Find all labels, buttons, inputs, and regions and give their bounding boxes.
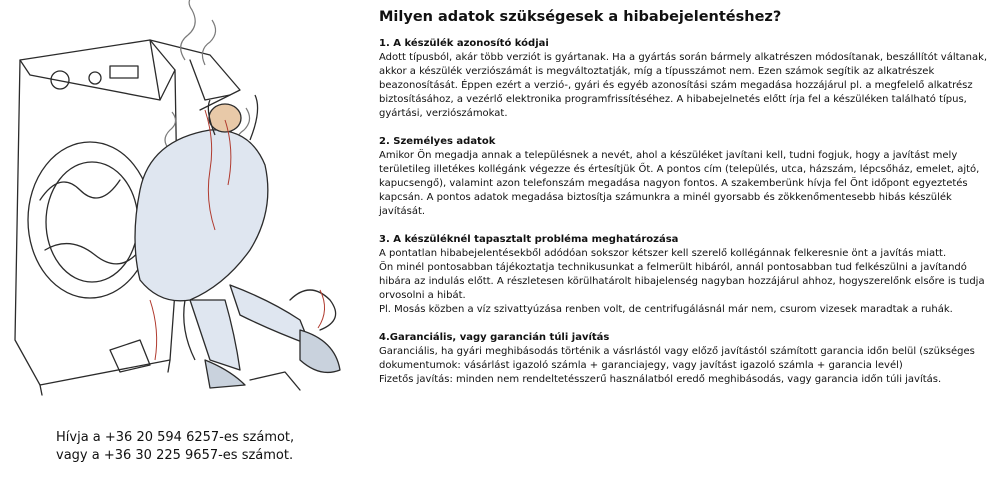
section-heading: 2. Személyes adatok	[379, 136, 496, 147]
section-paragraph: Garanciális, ha gyári meghibásodás történik a vásrlástól vagy előző javítástól számított garancia időn belül (szükséges dokumentumok: vásárlást igazoló számla + garanciajegy, vagy javítást igazoló számla + garancia levél)	[379, 346, 975, 371]
technician-figure	[135, 95, 340, 388]
section-paragraph: Fizetős javítás: minden nem rendeltetésszerű használatból eredő meghibásodás, vagy garancia időn túli javítás.	[379, 374, 942, 385]
washing-machine-drawing	[0, 0, 360, 400]
section-heading: 3. A készüléknél tapasztalt probléma meghatározása	[379, 234, 679, 245]
section-personal-data	[379, 135, 999, 219]
section-problem-description	[379, 233, 999, 317]
technician-washing-machine-illustration	[0, 0, 360, 400]
section-paragraph: Adott típusból, akár több verziót is gyártanak. Ha a gyártás során bármely alkatrészen módosítanak, beszállítót váltanak, akkor a készülék verziószámát is megváltoztatják, míg a típusszámot nem. Ezen számok segítik az alkatrészek beazonosítását. Éppen ezért a verzió-, gyári és egyéb azonosítási szám megadása hozzájárul pl. a megfelelő alkatrész biztosításához, a vezérlő elektronika programfrissítéséhez. A hibabejelnetés előtt írja fel a készüléken található típus, gyártási, verziószámokat.	[379, 52, 988, 119]
section-warranty	[379, 331, 999, 387]
info-content	[379, 8, 999, 401]
section-device-codes	[379, 37, 999, 121]
section-paragraph: Pl. Mosás közben a víz szivattyúzása renben volt, de centrifugálásnál már nem, csurom vizesek maradtak a ruhák.	[379, 304, 953, 315]
page-title: Milyen adatok szükségesek a hibabejelentéshez?	[379, 9, 782, 25]
section-paragraph: Amikor Ön megadja annak a településnek a nevét, ahol a készüléket javítani kell, tudni fogjuk, hogy a javítást mely területileg illetékes kollégánk végezze és értesítjük Őt. A pontos cím (település, utca, házszám, lépcsőház, emelet, ajtó, kapucsengő), valamint azon telefonszám megadása nagyon fontos. A szakemberünk hívja fel Önt időpont egyeztetés kapcsán. A pontos adatok megadása biztosítja számunkra a minél gyorsabb és zökkenőmentesebb hibás készülék javítását.	[379, 150, 980, 217]
phone-line-2: vagy a +36 30 225 9657-es számot.	[56, 448, 294, 463]
section-paragraph: A pontatlan hibabejelentésekből adódóan sokszor kétszer kell szerelő kollégánnak felkeresnie önt a javítás miatt.	[379, 248, 947, 259]
phone-line-1: Hívja a +36 20 594 6257-es számot,	[56, 430, 295, 445]
section-heading: 1. A készülék azonosító kódjai	[379, 38, 549, 49]
contact-phone-block	[56, 429, 356, 465]
section-heading: 4.Garanciális, vagy garancián túli javítás	[379, 332, 610, 343]
section-paragraph: Ön minél pontosabban tájékoztatja technikusunkat a felmerült hibáról, annál pontosabban tud felkészülni a javítandó hibára az indulás előtt. A részletesen körülhatárolt hibajelenség nagyban hozzájárul ahhoz, hogyszerelőnk elsőre is tudja orvosolni a hibát.	[379, 262, 985, 301]
